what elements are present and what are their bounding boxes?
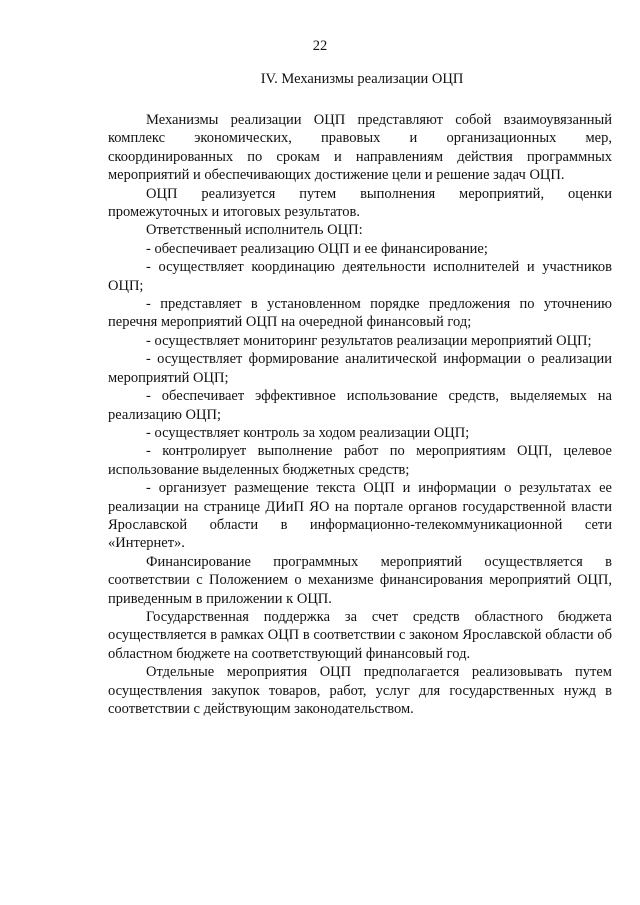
list-item-financing: - обеспечивает реализацию ОЦП и ее финансирование; xyxy=(146,240,488,257)
list-item-control: - осуществляет контроль за ходом реализации ОЦП; xyxy=(146,424,470,441)
list-item-publication: - организует размещение текста ОЦП и информации о результатах ее реализации на странице ДИиП ЯО на портале органов государственной власти Ярославской области в информационно-телекоммуникационной сети «Интернет». xyxy=(108,480,612,552)
paragraph-state-support: Государственная поддержка за счет средств областного бюджета осуществляется в рамках ОЦП в соответствии с законом Ярославской области об областном бюджете на соответствующий финансовый год. xyxy=(108,608,612,662)
list-item-monitoring: - осуществляет мониторинг результатов реализации мероприятий ОЦП; xyxy=(146,332,592,349)
list-item-coordination: - осуществляет координацию деятельности исполнителей и участников ОЦП; xyxy=(108,259,612,294)
section-title: IV. Механизмы реализации ОЦП xyxy=(260,71,464,87)
section-body xyxy=(108,111,612,718)
paragraph-procurement: Отдельные мероприятия ОЦП предполагается реализовывать путем осуществления закупок товаров, работ, услуг для государственных нужд в соответствии с действующим законодательством. xyxy=(108,664,612,717)
page-number: 22 xyxy=(312,38,328,54)
list-item-proposals: - представляет в установленном порядке предложения по уточнению перечня мероприятий ОЦП на очередной финансовый год; xyxy=(108,296,612,331)
list-item-targeted-use: - контролирует выполнение работ по мероприятиям ОЦП, целевое использование выделенных бюджетных средств; xyxy=(108,443,612,478)
paragraph-implementation: ОЦП реализуется путем выполнения мероприятий, оценки промежуточных и итоговых результатов. xyxy=(108,185,612,221)
list-item-analytics: - осуществляет формирование аналитической информации о реализации мероприятий ОЦП; xyxy=(108,351,612,386)
list-item-efficient-use: - обеспечивает эффективное использование средств, выделяемых на реализацию ОЦП; xyxy=(108,388,612,423)
paragraph-program-financing: Финансирование программных мероприятий осуществляется в соответствии с Положением о механизме финансирования мероприятий ОЦП, приведенным в приложении к ОЦП. xyxy=(108,553,612,607)
paragraph-mechanisms-definition: Механизмы реализации ОЦП представляют собой взаимоувязанный комплекс экономических, правовых и организационных мер, скоординированных по срокам и направлениям действия программных мероприятий и обеспечивающих достижение цели и решение задач ОЦП. xyxy=(108,112,612,184)
paragraph-responsible-executor: Ответственный исполнитель ОЦП: xyxy=(146,222,363,239)
